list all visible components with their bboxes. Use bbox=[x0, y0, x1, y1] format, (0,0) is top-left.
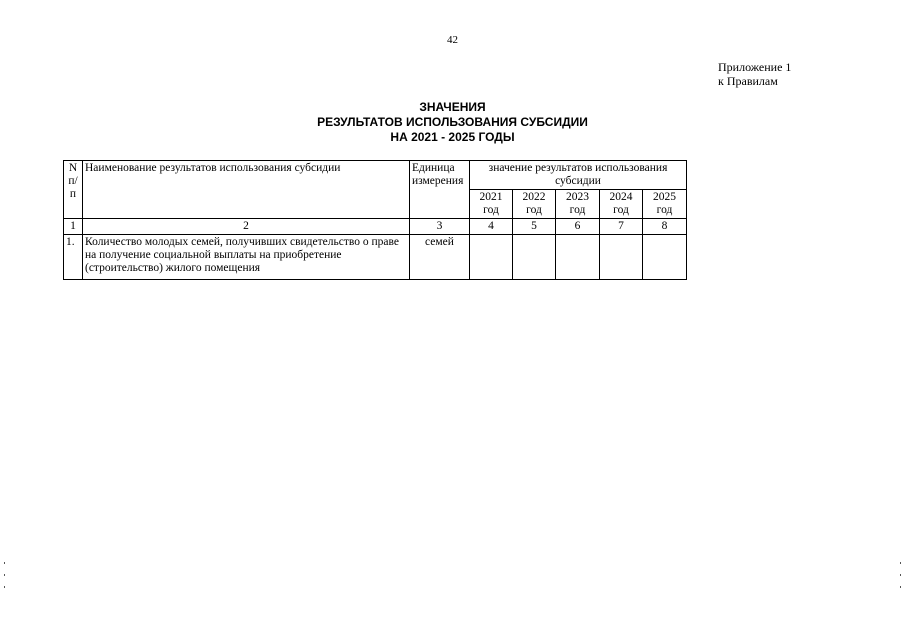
scan-mark-left bbox=[4, 586, 5, 588]
column-number-7: 7 bbox=[600, 219, 643, 235]
row-unit: семей bbox=[410, 235, 470, 280]
title-line-1: ЗНАЧЕНИЯ bbox=[419, 100, 486, 114]
row-value-2021 bbox=[470, 235, 513, 280]
appendix-note bbox=[718, 60, 791, 88]
row-value-2022 bbox=[513, 235, 556, 280]
column-number-4: 4 bbox=[470, 219, 513, 235]
header-year-2024: 2024 год bbox=[600, 190, 643, 219]
table-row bbox=[64, 235, 687, 280]
appendix-line-1: Приложение 1 bbox=[718, 60, 792, 74]
header-year-2021: 2021 год bbox=[470, 190, 513, 219]
column-number-1: 1 bbox=[64, 219, 83, 235]
row-num: 1. bbox=[64, 235, 83, 280]
column-number-8: 8 bbox=[643, 219, 687, 235]
scan-mark-left bbox=[4, 562, 5, 564]
column-number-6: 6 bbox=[556, 219, 600, 235]
column-number-3: 3 bbox=[410, 219, 470, 235]
header-unit: Единица измерения bbox=[410, 161, 470, 219]
header-row bbox=[64, 161, 687, 190]
document-title bbox=[0, 100, 905, 145]
header-num: N п/п bbox=[64, 161, 83, 219]
row-name: Количество молодых семей, получивших свидетельство о праве на получение социальной выплаты на приобретение (строительство) жилого помещения bbox=[83, 235, 410, 280]
header-name: Наименование результатов использования субсидии bbox=[83, 161, 410, 219]
scan-mark-right bbox=[900, 586, 901, 588]
appendix-line-2: к Правилам bbox=[718, 74, 778, 88]
page-number: 42 bbox=[447, 34, 458, 46]
header-year-2023: 2023 год bbox=[556, 190, 600, 219]
scan-mark-right bbox=[900, 562, 901, 564]
row-value-2024 bbox=[600, 235, 643, 280]
header-year-2022: 2022 год bbox=[513, 190, 556, 219]
column-number-row bbox=[64, 219, 687, 235]
column-number-2: 2 bbox=[83, 219, 410, 235]
scan-mark-right bbox=[900, 574, 901, 576]
row-value-2023 bbox=[556, 235, 600, 280]
scan-mark-left bbox=[4, 574, 5, 576]
title-line-2: РЕЗУЛЬТАТОВ ИСПОЛЬЗОВАНИЯ СУБСИДИИ bbox=[317, 115, 588, 129]
results-table bbox=[63, 160, 687, 280]
header-year-2025: 2025 год bbox=[643, 190, 687, 219]
header-values-group: значение результатов использования субсидии bbox=[470, 161, 687, 190]
row-value-2025 bbox=[643, 235, 687, 280]
title-line-3: НА 2021 - 2025 ГОДЫ bbox=[390, 130, 515, 144]
column-number-5: 5 bbox=[513, 219, 556, 235]
